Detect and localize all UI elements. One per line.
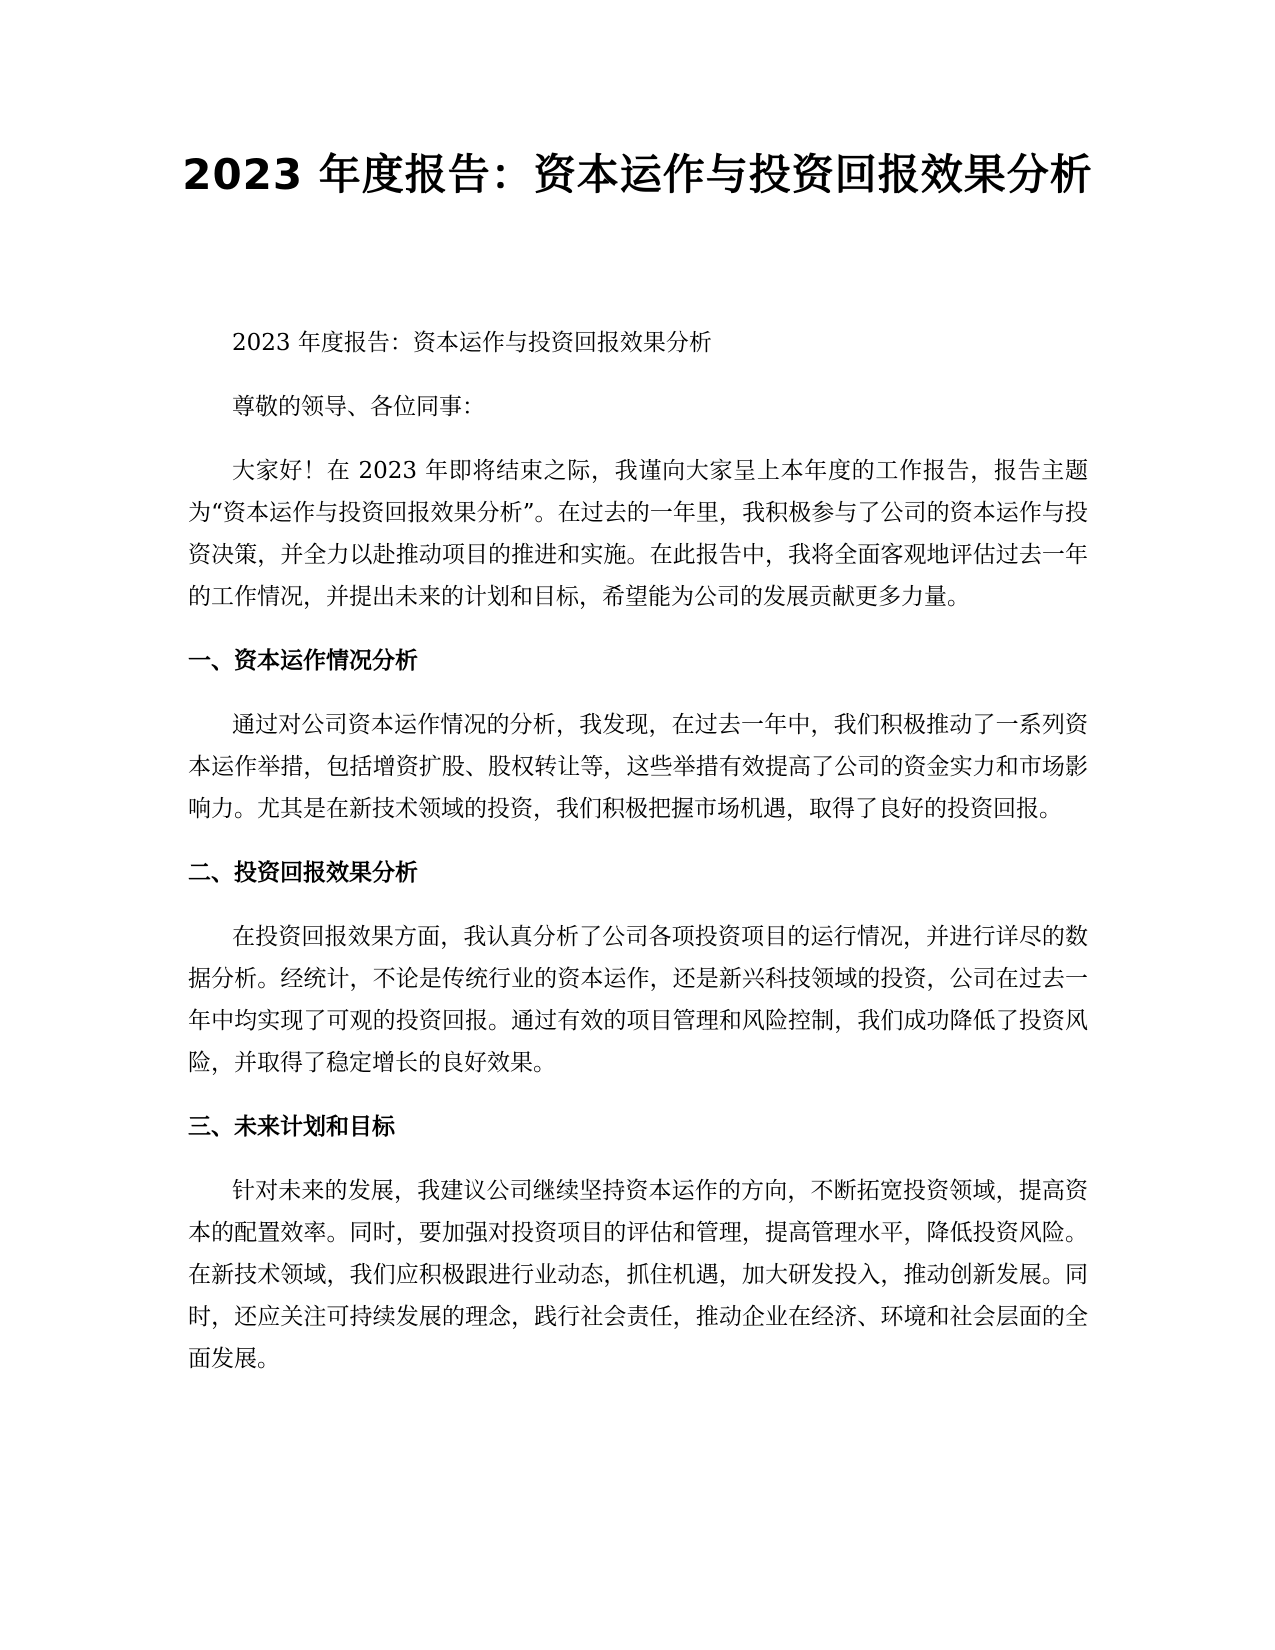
section-heading: 三、未来计划和目标: [188, 1114, 395, 1140]
section-paragraph: 针对未来的发展，我建议公司继续坚持资本运作的方向，不断拓宽投资领域，提高资本的配置效率。同时，要加强对投资项目的评估和管理，提高管理水平，降低投资风险。在新技术领域，我们应积极跟进行业动态，抓住机遇，加大研发投入，推动创新发展。同时，还应关注可持续发展的理念，践行社会责任，推动企业在经济、环境和社会层面的全面发展。: [188, 1178, 1088, 1372]
section-paragraph: 通过对公司资本运作情况的分析，我发现，在过去一年中，我们积极推动了一系列资本运作举措，包括增资扩股、股权转让等，这些举措有效提高了公司的资金实力和市场影响力。尤其是在新技术领域的投资，我们积极把握市场机遇，取得了良好的投资回报。: [188, 712, 1088, 822]
section-paragraph: 在投资回报效果方面，我认真分析了公司各项投资项目的运行情况，并进行详尽的数据分析。经统计，不论是传统行业的资本运作，还是新兴科技领域的投资，公司在过去一年中均实现了可观的投资回报。通过有效的项目管理和风险控制，我们成功降低了投资风险，并取得了稳定增长的良好效果。: [188, 924, 1088, 1076]
intro-paragraph: 大家好！在 2023 年即将结束之际，我谨向大家呈上本年度的工作报告，报告主题为“资本运作与投资回报效果分析”。在过去的一年里，我积极参与了公司的资本运作与投资决策，并全力以赴推动项目的推进和实施。在此报告中，我将全面客观地评估过去一年的工作情况，并提出未来的计划和目标，希望能为公司的发展贡献更多力量。: [188, 458, 1088, 610]
section-heading: 一、资本运作情况分析: [188, 648, 418, 674]
section-investment-returns: [188, 852, 1088, 1084]
section-capital-operations: [188, 640, 1088, 830]
document-title: 2023 年度报告：资本运作与投资回报效果分析: [182, 150, 1093, 199]
section-heading: 二、投资回报效果分析: [188, 860, 418, 886]
subtitle-line: 2023 年度报告：资本运作与投资回报效果分析: [232, 330, 712, 356]
document-body: [188, 322, 1088, 1402]
section-future-plans: [188, 1106, 1088, 1380]
greeting: 尊敬的领导、各位同事：: [232, 394, 485, 420]
